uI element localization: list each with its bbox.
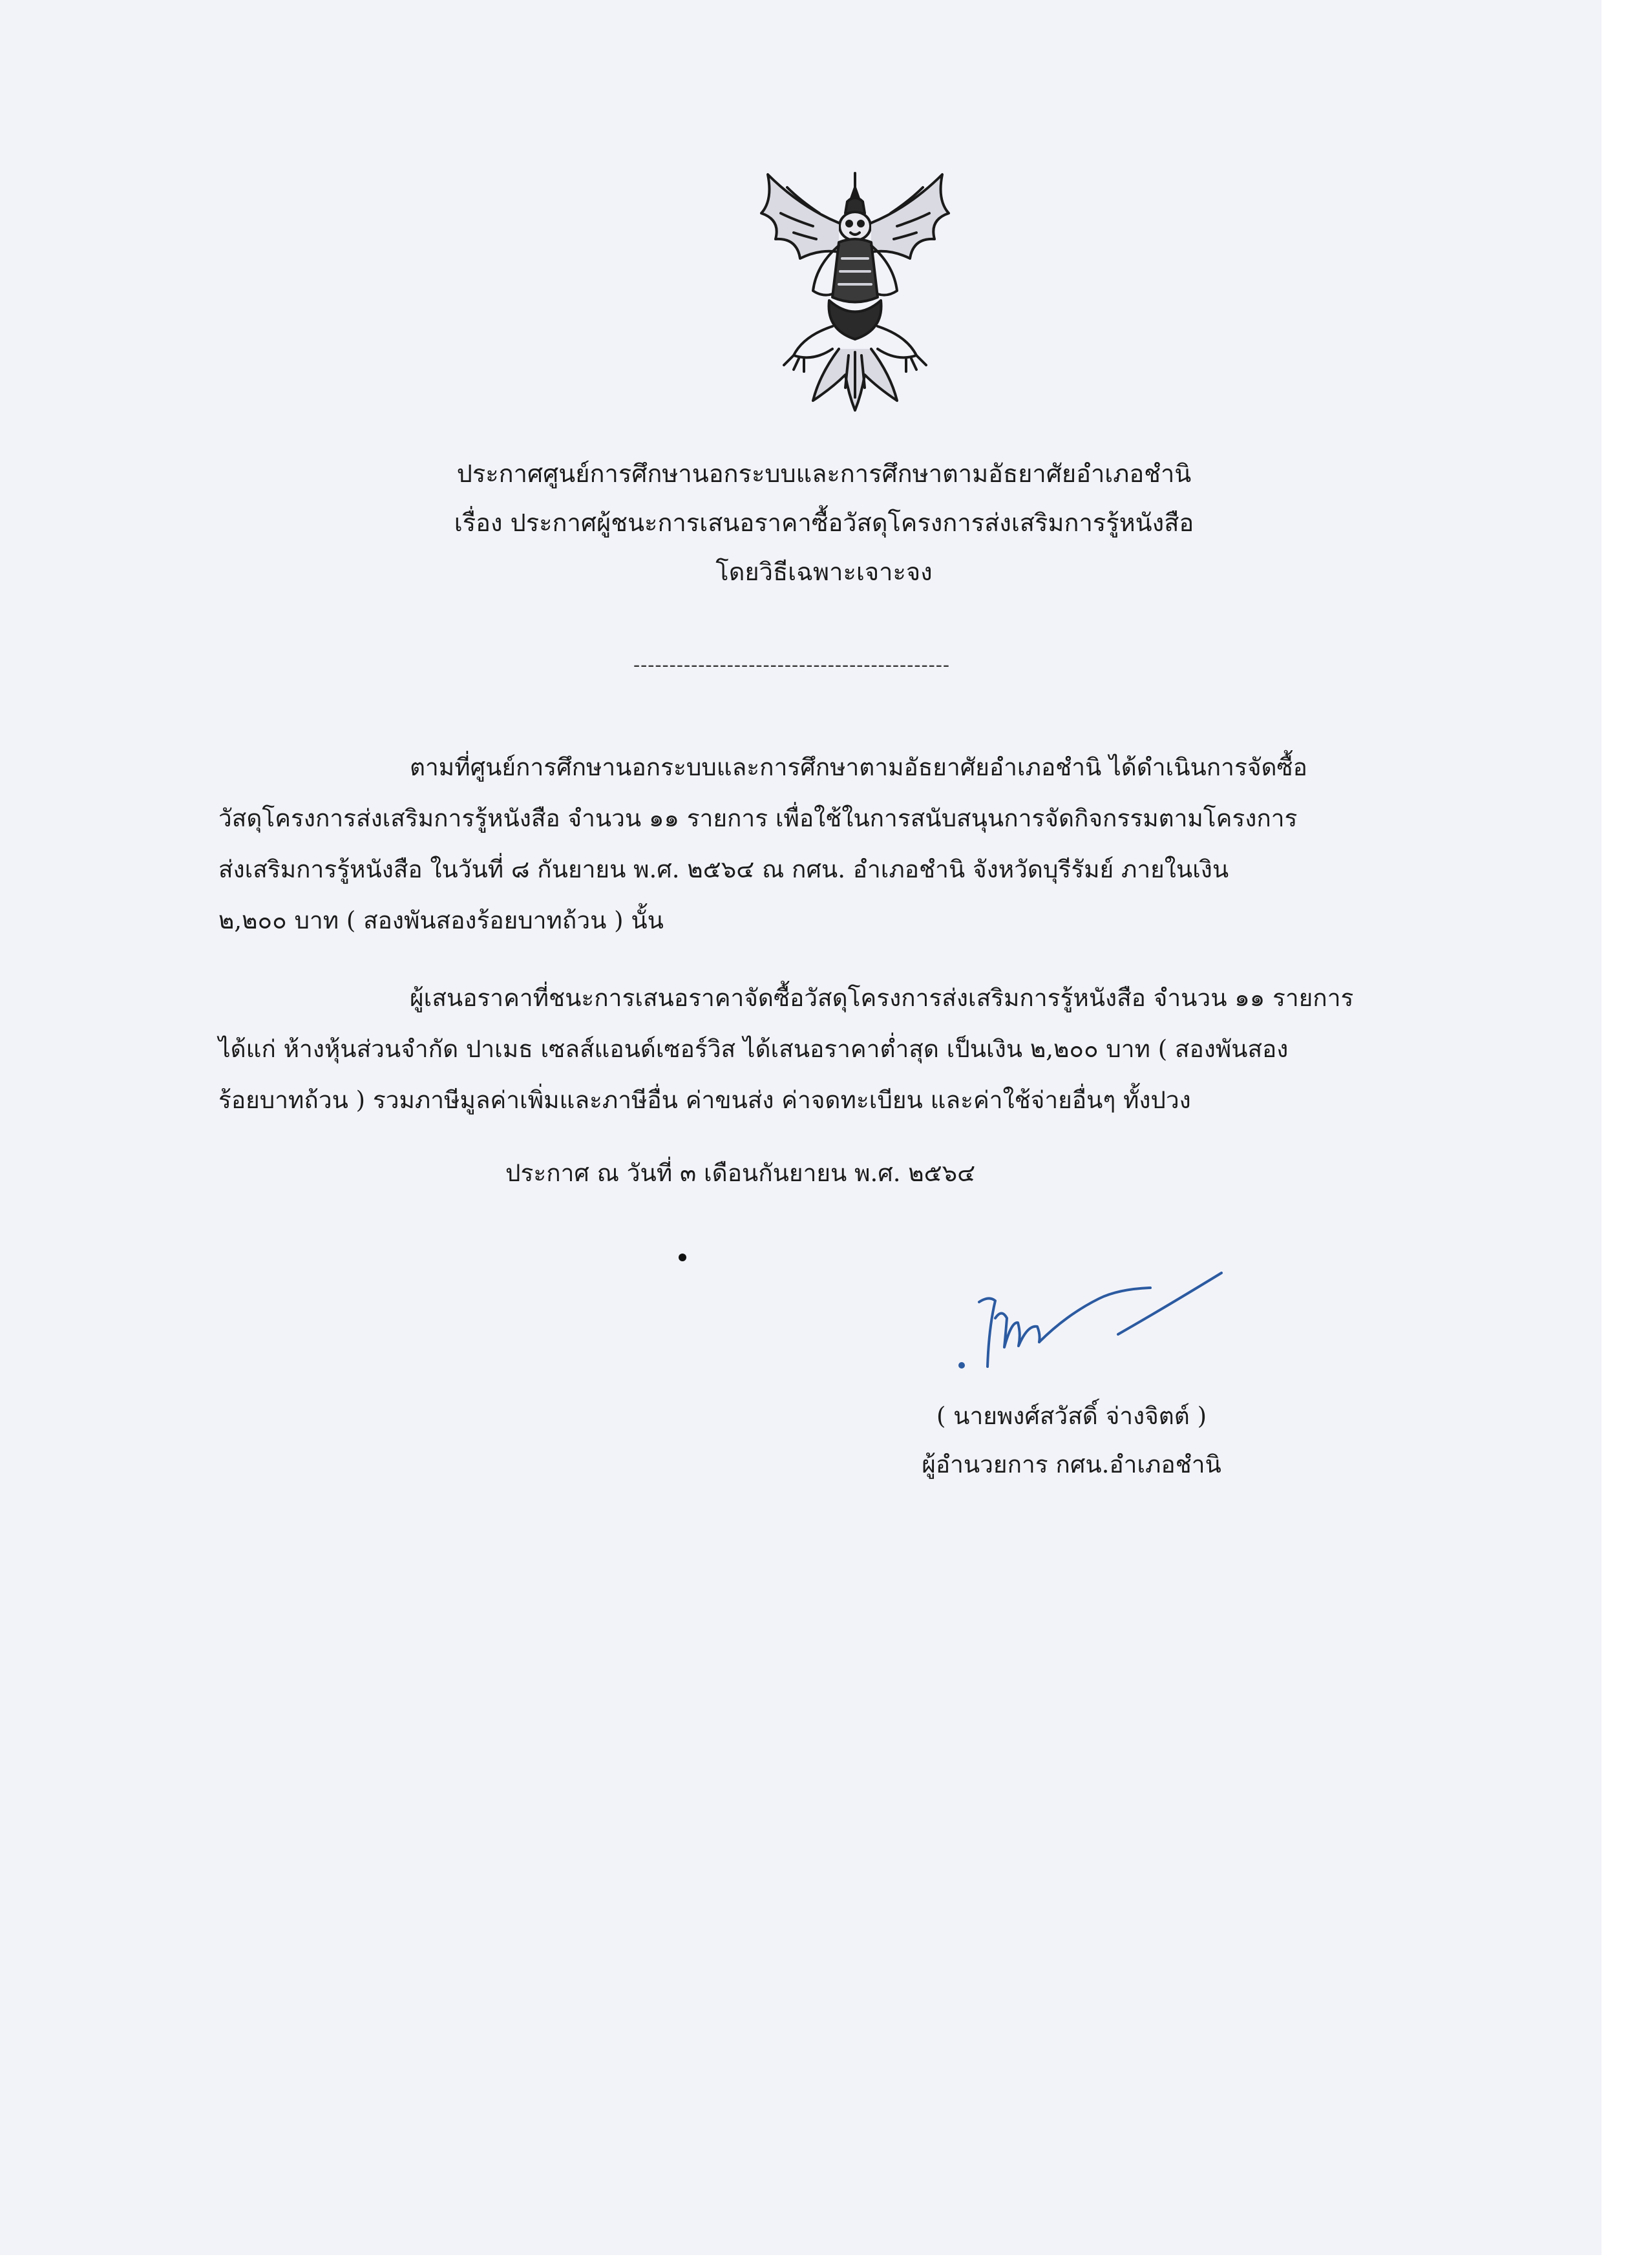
paragraph-1-line-2: วัสดุโครงการส่งเสริมการรู้หนังสือ จำนวน ๑๑ รายการ เพื่อใช้ในการสนับสนุนการจัดกิจกรรมตามโครงการ (218, 804, 1298, 832)
heading-line-1: ประกาศศูนย์การศึกษานอกระบบและการศึกษาตามอัธยาศัยอำเภอชำนิ (456, 459, 1192, 488)
paragraph-2-line-3: ร้อยบาทถ้วน ) รวมภาษีมูลค่าเพิ่มและภาษีอื่น ค่าขนส่ง ค่าจดทะเบียน และค่าใช้จ่ายอื่นๆ ทั้งปวง (218, 1086, 1191, 1114)
paragraph-1-line-4: ๒,๒๐๐ บาท ( สองพันสองร้อยบาทถ้วน ) นั้น (218, 907, 664, 934)
scan-margin-bottom (0, 2255, 1648, 2268)
handwritten-signature (950, 1270, 1234, 1380)
paragraph-background (218, 742, 1440, 946)
scan-margin-right (1601, 0, 1648, 2268)
heading-line-2: เรื่อง ประกาศผู้ชนะการเสนอราคาซื้อวัสดุโครงการส่งเสริมการรู้หนังสือ (454, 509, 1194, 537)
paragraph-1-line-1: ตามที่ศูนย์การศึกษานอกระบบและการศึกษาตามอัธยาศัยอำเภอชำนิ ได้ดำเนินการจัดซื้อ (410, 753, 1307, 781)
paragraph-2-line-2: ได้แก่ ห้างหุ้นส่วนจำกัด ปาเมธ เซลส์แอนด์เซอร์วิส ได้เสนอราคาต่ำสุด เป็นเงิน ๒,๒๐๐ บาท ( สองพันสอง (218, 1035, 1289, 1063)
signatory-position: ผู้อำนวยการ กศน.อำเภอชำนิ (922, 1451, 1221, 1478)
paragraph-2-line-1: ผู้เสนอราคาที่ชนะการเสนอราคาจัดซื้อวัสดุโครงการส่งเสริมการรู้หนังสือ จำนวน ๑๑ รายการ (410, 984, 1354, 1012)
paragraph-winner (218, 972, 1440, 1126)
heading-line-3: โดยวิธีเฉพาะเจาะจง (715, 558, 933, 586)
heading-divider: -------------------------------------------- (633, 654, 951, 677)
announcement-date: ประกาศ ณ วันที่ ๓ เดือนกันยายน พ.ศ. ๒๕๖๔ (505, 1159, 976, 1187)
ink-spot (679, 1254, 686, 1261)
garuda-emblem-icon (742, 162, 968, 414)
document-heading (259, 449, 1389, 596)
signatory-name: ( นายพงศ์สวัสดิ์ จ่างจิตต์ ) (936, 1402, 1207, 1430)
paragraph-1-line-3: ส่งเสริมการรู้หนังสือ ในวันที่ ๘ กันยายน พ.ศ. ๒๕๖๔ ณ กศน. อำเภอชำนิ จังหวัดบุรีรัมย์ ภายในเงิน (218, 856, 1229, 883)
